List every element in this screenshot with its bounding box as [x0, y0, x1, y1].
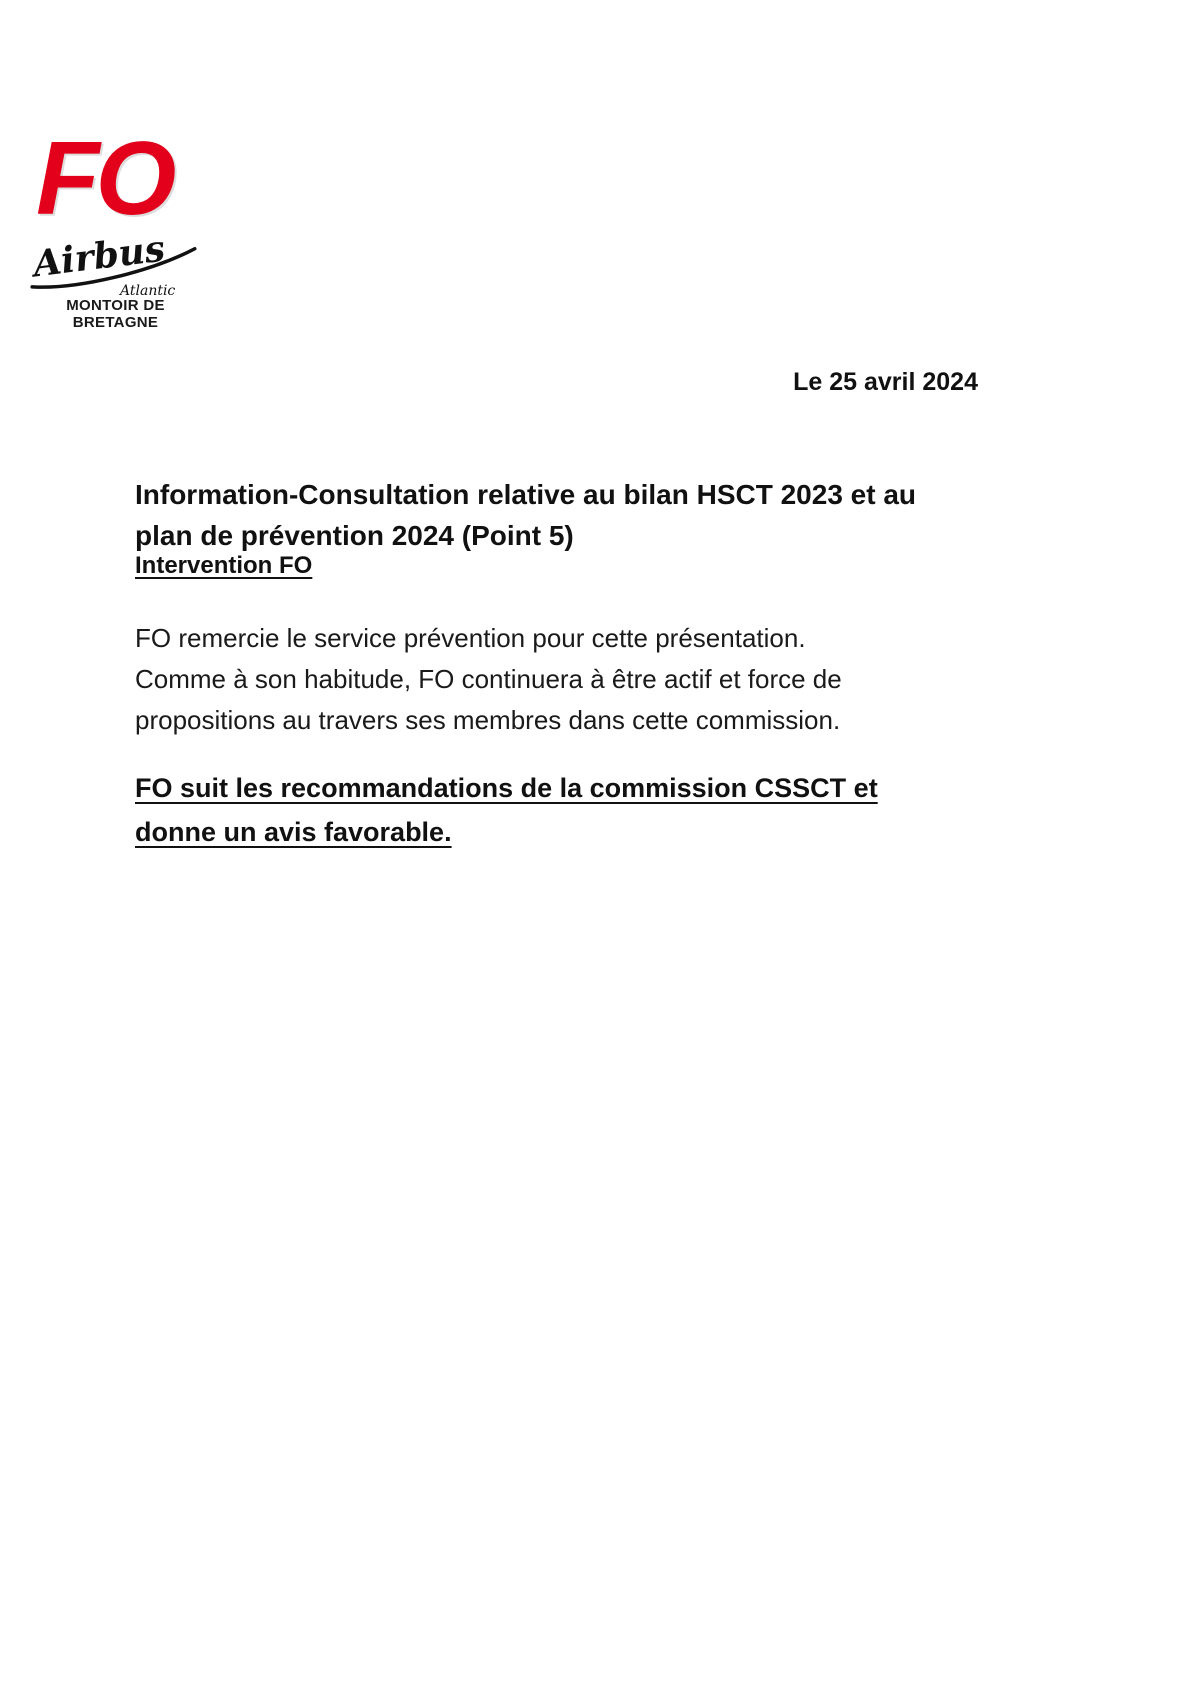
paragraph-line-3: propositions au travers ses membres dans cette commission.	[135, 705, 841, 735]
paragraph-line-1: FO remercie le service prévention pour cette présentation.	[135, 623, 806, 653]
logo-site-line1: MONTOIR DE	[66, 297, 165, 314]
fo-logo-text: FO	[36, 121, 173, 237]
conclusion-line-1: FO suit les recommandations de la commission CSSCT et	[135, 773, 878, 803]
paragraph-line-2: Comme à son habitude, FO continuera à être actif et force de	[135, 664, 842, 694]
document-subtitle: Intervention FO	[135, 552, 313, 579]
body-paragraph	[135, 618, 842, 741]
title-line-2: plan de prévention 2024 (Point 5)	[135, 520, 574, 551]
document-date: Le 25 avril 2024	[793, 368, 978, 396]
title-line-1: Information-Consultation relative au bilan HSCT 2023 et au	[135, 479, 917, 510]
airbus-script-text: Airbus	[30, 227, 168, 286]
logo-site-line2: BRETAGNE	[72, 314, 159, 331]
fo-airbus-logo	[28, 121, 228, 340]
conclusion-line-2: donne un avis favorable.	[135, 817, 452, 847]
conclusion-statement	[135, 766, 878, 854]
document-title	[135, 474, 916, 556]
airbus-script-icon	[28, 223, 228, 303]
atlantic-script-text: Atlantic	[120, 283, 176, 299]
logo-site-name	[28, 297, 203, 331]
